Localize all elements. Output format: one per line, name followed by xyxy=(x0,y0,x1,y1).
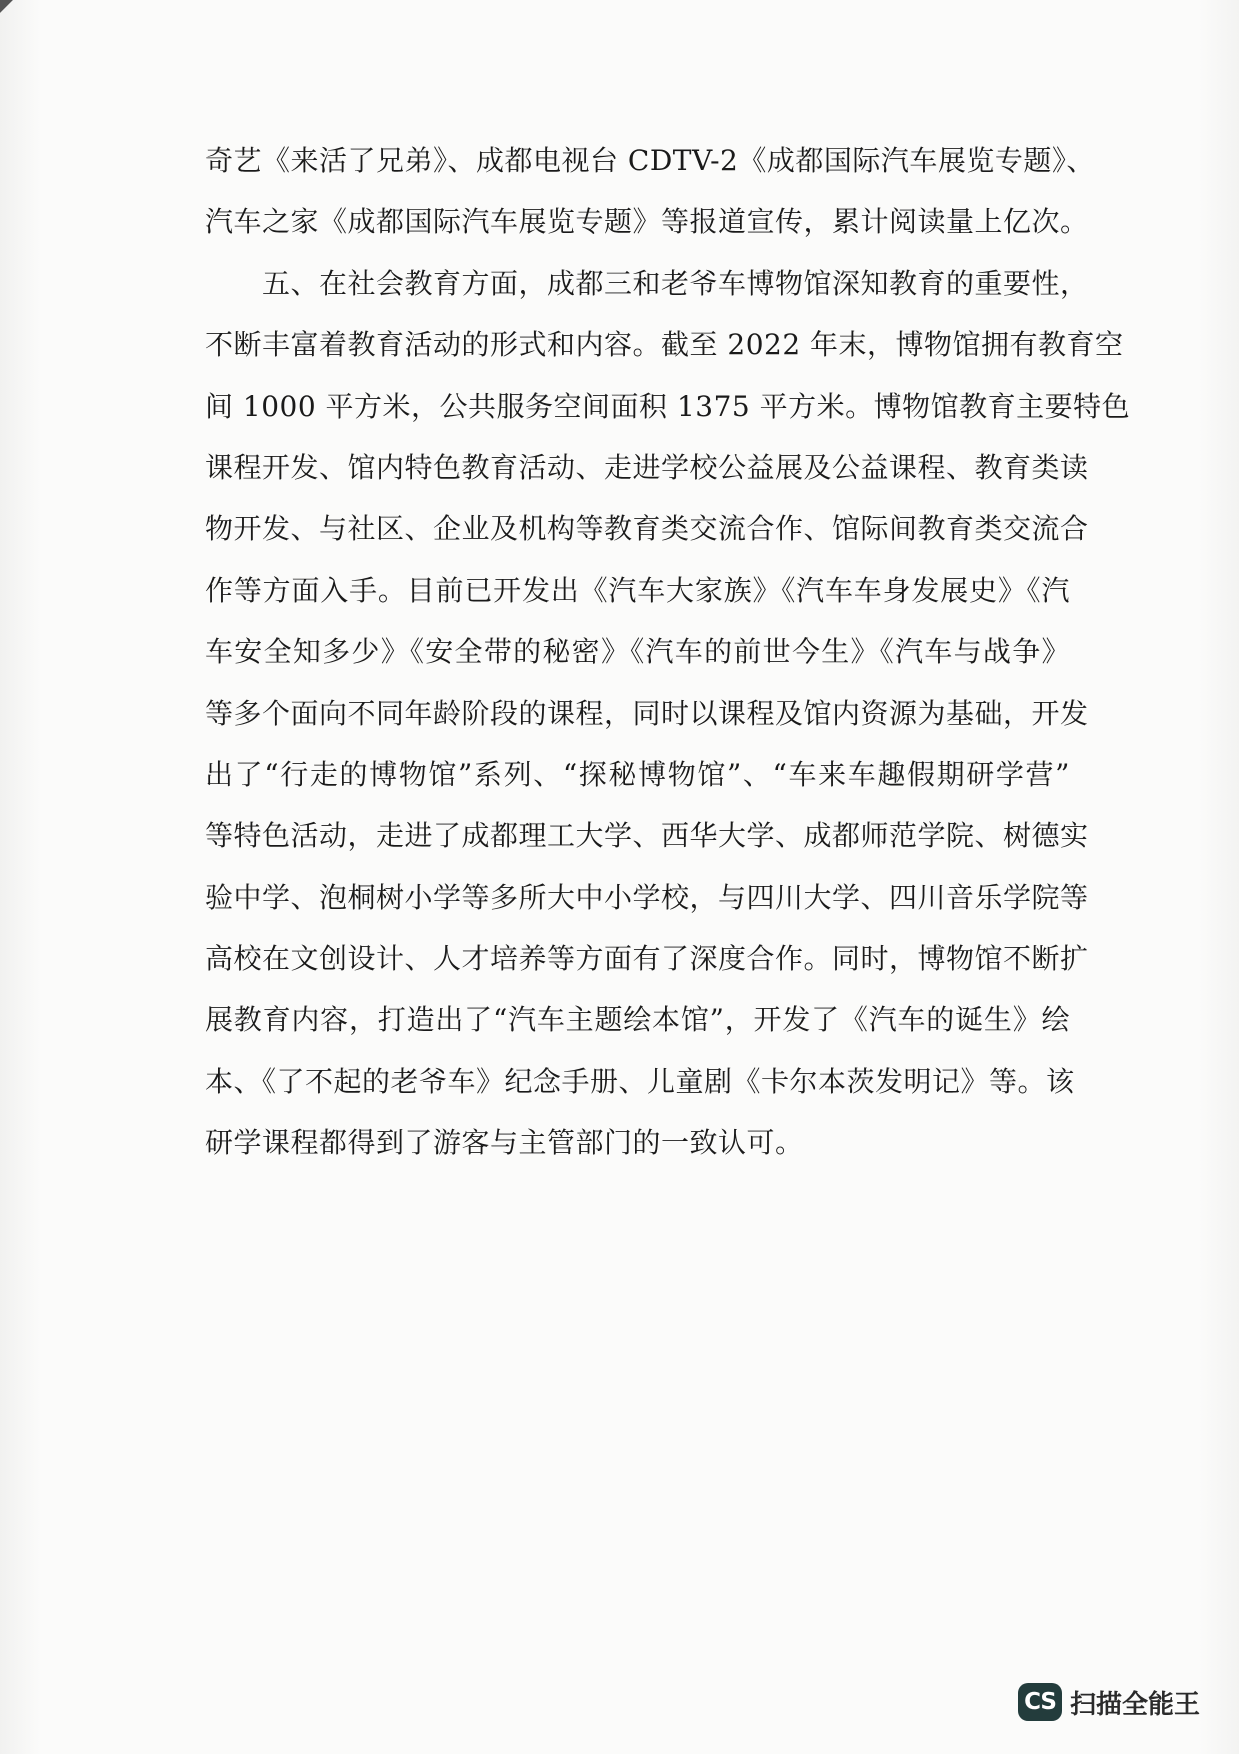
text-line: 验中学、泡桐树小学等多所大中小学校，与四川大学、四川音乐学院等 xyxy=(205,880,1089,914)
text-line: 本、《了不起的老爷车》纪念手册、儿童剧《卡尔本茨发明记》等。该 xyxy=(205,1064,1075,1098)
text-line: 间 1000 平方米，公共服务空间面积 1375 平方米。博物馆教育主要特色 xyxy=(205,389,1131,423)
camscanner-watermark xyxy=(1018,1683,1200,1721)
document-body xyxy=(205,130,1131,1174)
text-line: 不断丰富着教育活动的形式和内容。截至 2022 年末，博物馆拥有教育空 xyxy=(205,328,1124,362)
text-line: 车安全知多少》《安全带的秘密》《汽车的前世今生》《汽车与战争》 xyxy=(205,635,1070,669)
text-line: 汽车之家《成都国际汽车展览专题》等报道宣传，累计阅读量上亿次。 xyxy=(205,205,1089,239)
scan-shadow-right xyxy=(1199,0,1239,1754)
text-line: 出了“行走的博物馆”系列、“探秘博物馆”、“车来车趣假期研学营” xyxy=(205,757,1070,791)
text-line: 等多个面向不同年龄阶段的课程，同时以课程及馆内资源为基础，开发 xyxy=(205,696,1089,730)
text-line: 作等方面入手。目前已开发出《汽车大家族》《汽车车身发展史》《汽 xyxy=(205,573,1070,607)
text-line: 等特色活动，走进了成都理工大学、西华大学、成都师范学院、树德实 xyxy=(205,819,1089,853)
paragraph-end-line: 研学课程都得到了游客与主管部门的一致认可。 xyxy=(205,1126,804,1160)
paragraph-start-line: 五、在社会教育方面，成都三和老爷车博物馆深知教育的重要性， xyxy=(205,266,1089,300)
camscanner-logo-icon: CS xyxy=(1018,1683,1062,1721)
text-line: 奇艺《来活了兄弟》、成都电视台 CDTV-2《成都国际汽车展览专题》、 xyxy=(205,144,1095,177)
text-line: 高校在文创设计、人才培养等方面有了深度合作。同时，博物馆不断扩 xyxy=(205,942,1089,976)
text-line: 物开发、与社区、企业及机构等教育类交流合作、馆际间教育类交流合 xyxy=(205,512,1089,546)
text-line: 展教育内容，打造出了“汽车主题绘本馆”，开发了《汽车的诞生》绘 xyxy=(205,1003,1070,1037)
scan-shadow-left xyxy=(0,0,40,1754)
scan-corner-mark xyxy=(0,0,16,16)
text-line: 课程开发、馆内特色教育活动、走进学校公益展及公益课程、教育类读 xyxy=(205,450,1089,484)
camscanner-brand-text: 扫描全能王 xyxy=(1070,1689,1201,1720)
